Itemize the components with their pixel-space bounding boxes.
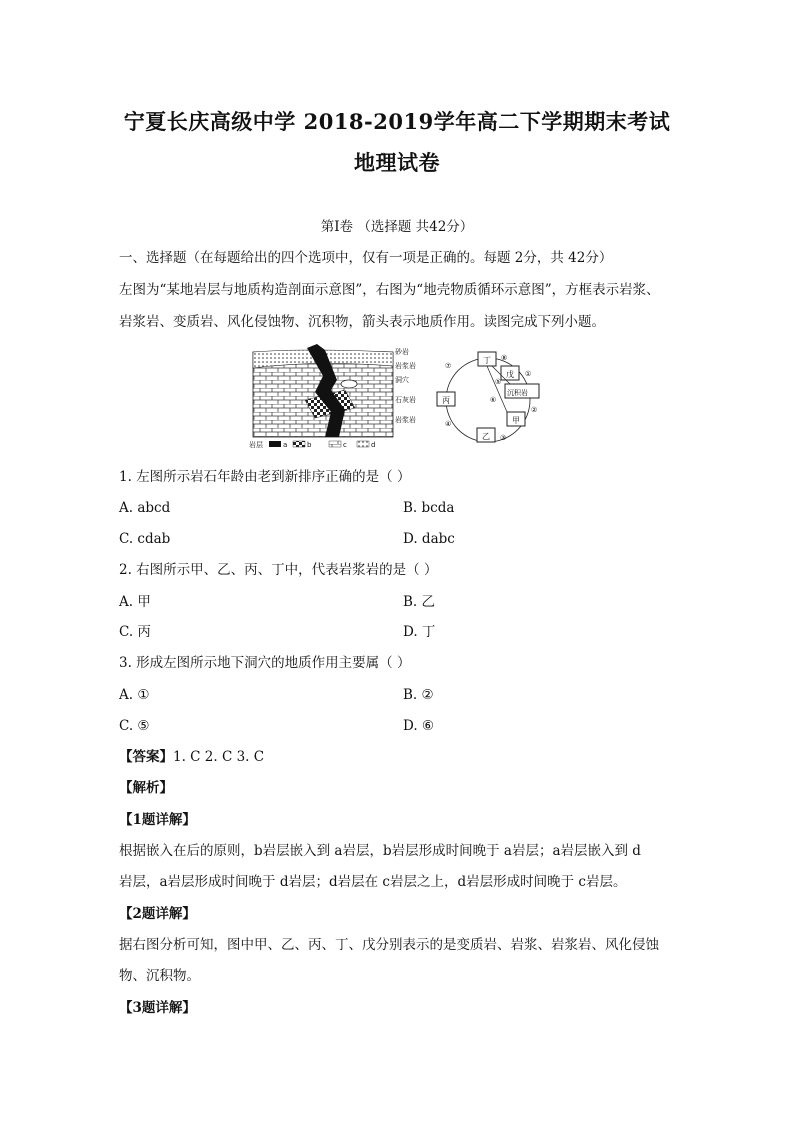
option-a: A. ① xyxy=(119,687,150,703)
analysis-text: 岩层，a岩层形成时间晚于 d岩层；d岩层在 c岩层之上，d岩层形成时间晚于 c岩层。 xyxy=(119,874,627,890)
cycle-box: 乙 xyxy=(482,432,490,441)
cycle-number: ⑥ xyxy=(490,396,497,404)
analysis-text: 根据嵌入在后的原则，b岩层嵌入到 a岩层，b岩层形成时间晚于 a岩层；a岩层嵌入到 d xyxy=(119,843,641,859)
section-heading: 第Ⅰ卷 （选择题 共42分） xyxy=(320,219,474,235)
legend-prefix: 岩层 xyxy=(249,441,263,449)
question-stem: 1. 左图所示岩石年龄由老到新排序正确的是（ ） xyxy=(119,469,411,485)
legend-item: d xyxy=(371,441,376,449)
option-d: D. 丁 xyxy=(403,624,436,640)
cycle-number: ② xyxy=(531,406,538,414)
section-instruction: 一、选择题（在每题给出的四个选项中，仅有一项是正确的。每题 2分，共 42分） xyxy=(119,250,613,266)
question-stem-line: 岩浆岩、变质岩、风化侵蚀物、沉积物，箭头表示地质作用。读图完成下列小题。 xyxy=(119,314,605,330)
geology-figure xyxy=(245,340,555,450)
left-label: 石灰岩 xyxy=(395,396,416,404)
cycle-number: ④ xyxy=(445,420,452,428)
option-b: B. ② xyxy=(403,687,434,703)
question-stem: 2. 右图所示甲、乙、丙、丁中，代表岩浆岩的是（ ） xyxy=(119,562,438,578)
question-stem-line: 左图为“某地岩层与地质构造剖面示意图”，右图为“地壳物质循环示意图”，方框表示岩浆、 xyxy=(119,282,660,298)
legend xyxy=(249,440,375,449)
cycle-box: 戊 xyxy=(506,370,514,379)
option-c: C. cdab xyxy=(119,531,171,547)
option-b: B. bcda xyxy=(403,500,455,516)
answer-line xyxy=(119,747,679,767)
answer-label: 【答案】 xyxy=(119,749,173,765)
cycle-number: ③ xyxy=(500,434,507,442)
left-label: 洞穴 xyxy=(395,376,409,384)
q3-analysis-label: 【3题详解】 xyxy=(119,1000,196,1016)
option-c: C. 丙 xyxy=(119,624,151,640)
cave xyxy=(341,380,357,388)
option-c: C. ⑤ xyxy=(119,718,150,734)
cycle-number: ⑦ xyxy=(445,362,452,370)
left-label: 岩浆岩 xyxy=(395,362,416,370)
q1-analysis-label: 【1题详解】 xyxy=(119,812,196,828)
page-subtitle: 地理试卷 xyxy=(354,150,440,175)
answer-text: 1. C 2. C 3. C xyxy=(173,749,265,765)
left-label: 岩浆岩 xyxy=(395,416,416,424)
analysis-text: 物、沉积物。 xyxy=(119,968,200,984)
option-a: A. 甲 xyxy=(119,594,151,610)
q2-analysis-label: 【2题详解】 xyxy=(119,906,196,922)
option-d: D. ⑥ xyxy=(403,718,435,734)
option-b: B. 乙 xyxy=(403,594,436,610)
rock-cross-section xyxy=(249,344,416,449)
cycle-box: 甲 xyxy=(512,416,520,425)
page-title: 宁夏长庆高级中学 2018-2019学年高二下学期期末考试 xyxy=(123,109,671,134)
legend-item: c xyxy=(343,441,347,449)
cycle-number: ⑤ xyxy=(495,378,502,386)
legend-item: b xyxy=(307,441,312,449)
rock-cycle-diagram xyxy=(437,352,539,442)
question-stem: 3. 形成左图所示地下洞穴的地质作用主要属（ ） xyxy=(119,655,411,671)
cycle-number: ⑧ xyxy=(501,354,508,362)
left-label: 砂岩 xyxy=(395,348,409,356)
cycle-number: ① xyxy=(525,370,532,378)
cycle-box: 沉积岩 xyxy=(507,389,528,397)
analysis-label: 【解析】 xyxy=(119,780,173,796)
cycle-box: 丁 xyxy=(483,356,491,365)
analysis-text: 据右图分析可知，图中甲、乙、丙、丁、戊分别表示的是变质岩、岩浆、岩浆岩、风化侵蚀 xyxy=(119,937,659,953)
legend-item: a xyxy=(283,441,288,449)
option-d: D. dabc xyxy=(403,531,455,547)
cycle-box: 丙 xyxy=(442,396,450,405)
option-a: A. abcd xyxy=(119,500,171,516)
